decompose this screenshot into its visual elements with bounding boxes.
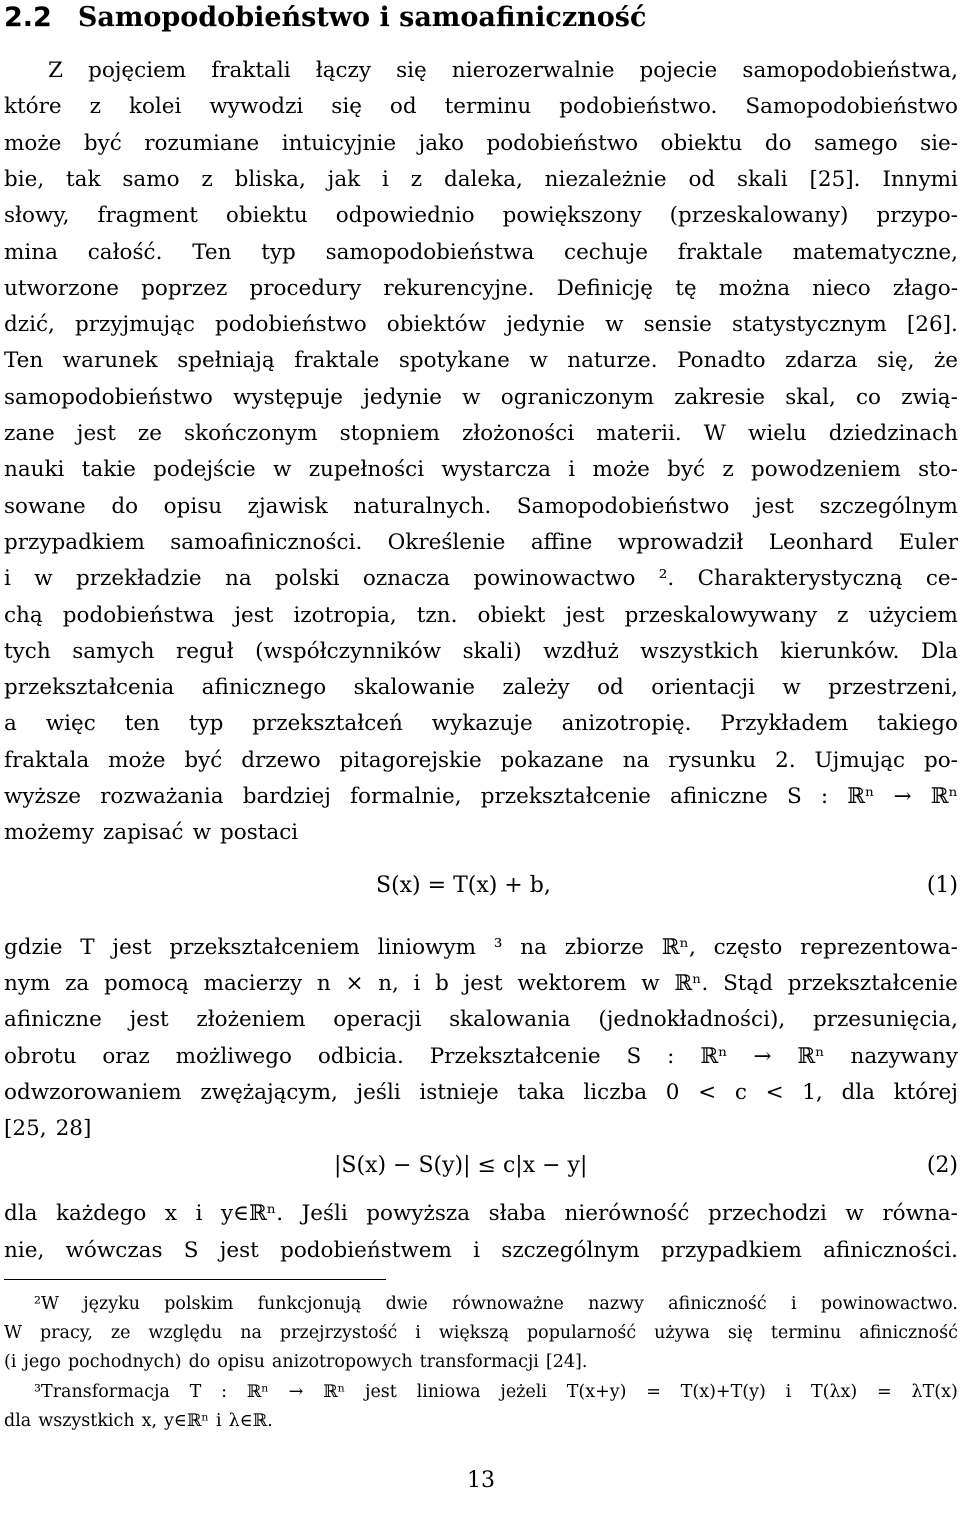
paragraph1-line: utworzone poprzez procedury rekurencyjne. Definicję tę można nieco złago- [4,275,958,301]
equation-2-body: |S(x) − S(y)| ≤ c|x − y| [334,1153,588,1178]
paragraph1-line: zane jest ze skończonym stopniem złożoności materii. W wielu dziedzinach [4,421,958,446]
paragraph1-line: przekształcenia afinicznego skalowanie zależy od orientacji w przestrzeni, [4,675,958,701]
paragraph2-line: afiniczne jest złożeniem operacji skalowania (jednokładności), przesunięcia, [4,1007,958,1033]
paragraph2-line: odwzorowaniem zwężającym, jeśli istnieje taka liczba 0 < c < 1, dla której [4,1079,958,1105]
paragraph1-line: może być rozumiane intuicyjnie jako podobieństwo obiektu do samego sie- [4,130,958,156]
paragraph1-line: sowane do opisu zjawisk naturalnych. Samopodobieństwo jest szczególnym [4,493,958,519]
section-title: Samopodobieństwo i samoafiniczność [77,2,647,33]
footnotes-line: ²W języku polskim funkcjonują dwie równoważne nazwy afiniczność i powinowactwo. [34,1294,958,1314]
paragraph2-line: gdzie T jest przekształceniem liniowym ³ na zbiorze ℝⁿ, często reprezentowa- [4,935,958,960]
paragraph3-line: nie, wówczas S jest podobieństwem i szczególnym przypadkiem afiniczności. [4,1237,958,1263]
section-number: 2.2 [4,2,52,33]
footnotes-line: W pracy, ze względu na przejrzystość i większą popularność używa się terminu afiniczność [4,1323,958,1344]
section-heading [4,2,646,46]
footnotes-line: (i jego pochodnych) do opisu anizotropowych transformacji [24]. [4,1352,588,1373]
equation-2 [4,1146,958,1186]
paragraph1-line: a więc ten typ przekształceń wykazuje anizotropię. Przykładem takiego [4,711,958,737]
paragraph1-line: które z kolei wywodzi się od terminu podobieństwo. Samopodobieństwo [4,94,958,120]
paragraph1-line: dzić, przyjmując podobieństwo obiektów jedynie w sensie statystycznym [26]. [4,312,958,338]
paragraph1-line: słowy, fragment obiektu odpowiednio powiększony (przeskalowany) przypo- [4,203,958,229]
paragraph1-line: chą podobieństwa jest izotropia, tzn. obiekt jest przeskalowywany z użyciem [4,602,958,628]
paragraph1-line: mina całość. Ten typ samopodobieństwa cechuje fraktale matematyczne, [4,239,958,265]
equation-1 [4,866,958,906]
paragraph1-line: wyższe rozważania bardziej formalnie, przekształcenie afiniczne S : ℝⁿ → ℝⁿ [4,784,958,809]
equation-1-tag: (1) [926,873,958,898]
paragraph1-line: fraktala może być drzewo pitagorejskie pokazane na rysunku 2. Ujmując po- [4,747,958,773]
equation-2-tag: (2) [926,1153,958,1178]
footnotes-line: dla wszystkich x, y∈ℝⁿ i λ∈ℝ. [4,1410,273,1431]
equation-1-body: S(x) = T(x) + b, [376,873,551,898]
paragraph1-line: samopodobieństwo występuje jedynie w ograniczonym zakresie skal, co zwią- [4,384,958,410]
paragraph2-line: obrotu oraz możliwego odbicia. Przekształcenie S : ℝⁿ → ℝⁿ nazywany [4,1043,958,1069]
paragraph2-line: [25, 28] [4,1116,92,1141]
paragraph1-line: bie, tak samo z bliska, jak i z daleka, niezależnie od skali [25]. Innymi [4,166,958,192]
footnotes-line: ³Transformacja T : ℝⁿ → ℝⁿ jest liniowa jeżeli T(x+y) = T(x)+T(y) i T(λx) = λT(x) [34,1381,958,1402]
paragraph1-line: Z pojęciem fraktali łączy się nierozerwalnie pojecie samopodobieństwa, [48,58,958,83]
paragraph1-line: przypadkiem samoafiniczności. Określenie affine wprowadził Leonhard Euler [4,529,958,555]
paragraph1-line: nauki takie podejście w zupełności wystarcza i może być z powodzeniem sto- [4,457,958,483]
footnote-rule [4,1279,386,1280]
paragraph2-line: nym za pomocą macierzy n × n, i b jest wektorem w ℝⁿ. Stąd przekształcenie [4,971,958,997]
page-number: 13 [467,1468,495,1493]
paragraph1-line: i w przekładzie na polski oznacza powinowactwo ². Charakterystyczną ce- [4,566,958,592]
paragraph1-line: możemy zapisać w postaci [4,820,299,846]
paragraph3-line: dla każdego x i y∈ℝⁿ. Jeśli powyższa słaba nierówność przechodzi w równa- [4,1201,958,1226]
paragraph1-line: tych samych reguł (współczynników skali) wzdłuż wszystkich kierunków. Dla [4,638,958,664]
paragraph1-line: Ten warunek spełniają fraktale spotykane w naturze. Ponadto zdarza się, że [4,348,958,374]
